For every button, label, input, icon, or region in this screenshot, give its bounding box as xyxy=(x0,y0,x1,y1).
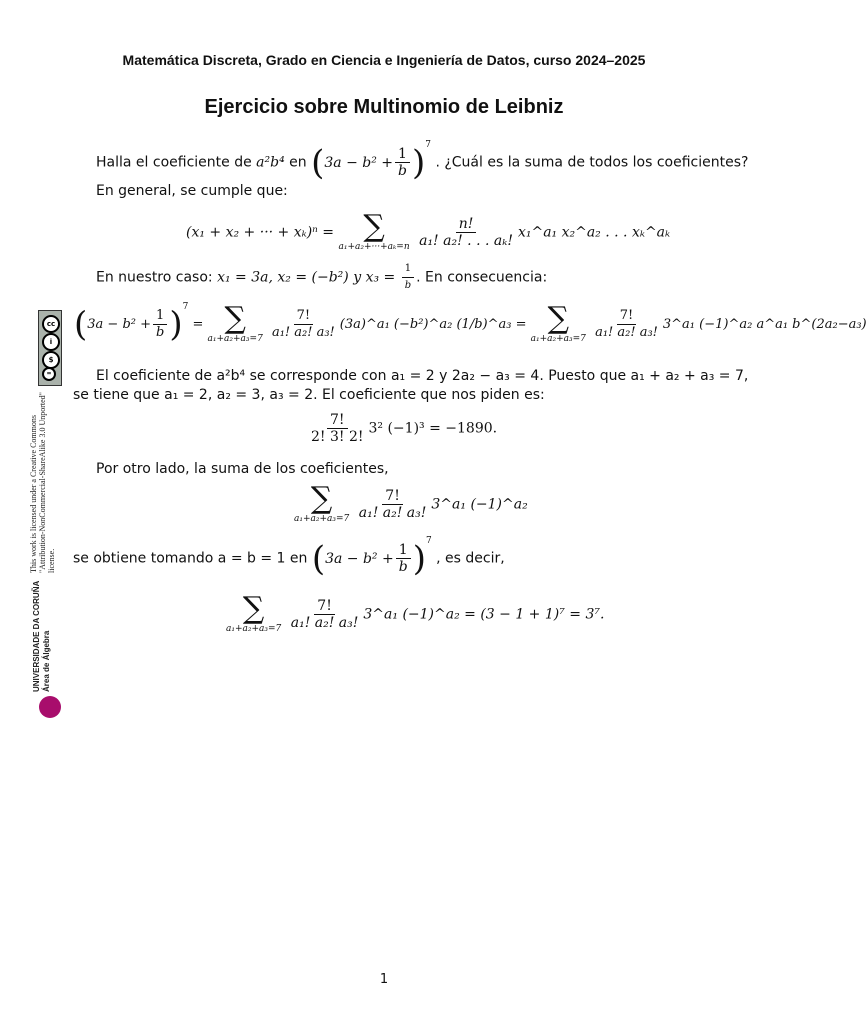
statement-question: . ¿Cuál es la suma de todos los coeficientes? xyxy=(435,154,749,171)
area-name: Área de Álgebra xyxy=(42,630,51,692)
statement-text: Halla el coeficiente de xyxy=(96,154,252,171)
statement-paragraph xyxy=(96,139,749,183)
university-name: UNIVERSIDADE DA CORUÑA Área de Álgebra xyxy=(32,552,56,692)
final-sum: ∑ a₁+a₂+a₃=7 $\frac{7!}{\text{a₁! a₂! a₃!}}$ 3^a₁ (−1)^a₂ = (3 − 1 + 1)⁷ = 3⁷. xyxy=(226,591,605,634)
exercise-title: Ejercicio sobre Multinomio de Leibniz xyxy=(204,96,564,118)
general-paragraph: En general, se cumple que: xyxy=(96,183,288,199)
university-logo-icon xyxy=(39,696,61,718)
trinomial-expression: (3a − b² + $\frac{1}{b}$ )$^7$ xyxy=(311,139,431,183)
expansion-formula: (3a − b² + $\frac{1}{b}$ )$^7$ = ∑ a₁+a₂+a₃=7 $\frac{7!}{\text{a₁! a₂! a₃!}}$ (3a)^a₁ (−b²)^a₂ (1/b)^a₃ = ∑ a₁+a₂+a₃=7 $\frac{7!}{\text{a₁! a₂! a₃!}}$ 3^a₁ (−1)^a₂ a^a₁ b^(2a₂−a₃) xyxy=(74,301,867,345)
evaluation-paragraph: se obtiene tomando a = b = 1 en (3a − b² + $\frac{1}{b}$ )$^7$ , es decir, xyxy=(73,535,505,579)
multinomial-formula: (x₁ + x₂ + ··· + xₖ)ⁿ = ∑ a₁+a₂+···+aₖ=n $\frac{n!}{\text{a₁! a₂! . . . aₖ!}}$ x₁^a₁ x₂^a₂ . . . xₖ^aₖ xyxy=(186,209,671,252)
page-number: 1 xyxy=(379,972,389,987)
coefficient-paragraph-line2: se tiene que a₁ = 2, a₂ = 3, a₃ = 2. El coeficiente que nos piden es: xyxy=(73,387,545,403)
monomial: a²b⁴ xyxy=(256,154,285,171)
cc-icon: cc xyxy=(42,315,60,333)
coefficient-result: $\frac{7!}{2! 3! 2!}$ 3² (−1)³ = −1890. xyxy=(311,412,498,445)
statement-text-en: en xyxy=(289,154,307,171)
attribution-icon: i xyxy=(42,333,60,351)
case-paragraph: En nuestro caso: x₁ = 3a, x₂ = (−b²) y x₃ = $\frac{1}{b}$ . En consecuencia: xyxy=(96,263,548,291)
noncommercial-icon: $ xyxy=(42,351,60,369)
coefficient-paragraph-line1: El coeficiente de a²b⁴ se corresponde con a₁ = 2 y 2a₂ − a₃ = 4. Puesto que a₁ + a₂ + a₃ = 7, xyxy=(96,368,749,384)
license-text: This work is licensed under a Creative Commons "Attribution-NonCommercial-ShareAlike 3.0 Unported" license. xyxy=(29,392,56,573)
course-header: Matemática Discreta, Grado en Ciencia e Ingeniería de Datos, curso 2024–2025 xyxy=(122,52,646,68)
left-margin-sidebar xyxy=(29,310,66,730)
sum-of-coefficients: ∑ a₁+a₂+a₃=7 $\frac{7!}{\text{a₁! a₂! a₃!}}$ 3^a₁ (−1)^a₂ xyxy=(294,481,528,524)
sum-paragraph: Por otro lado, la suma de los coeficientes, xyxy=(96,461,389,477)
sharealike-icon: = xyxy=(42,367,56,381)
